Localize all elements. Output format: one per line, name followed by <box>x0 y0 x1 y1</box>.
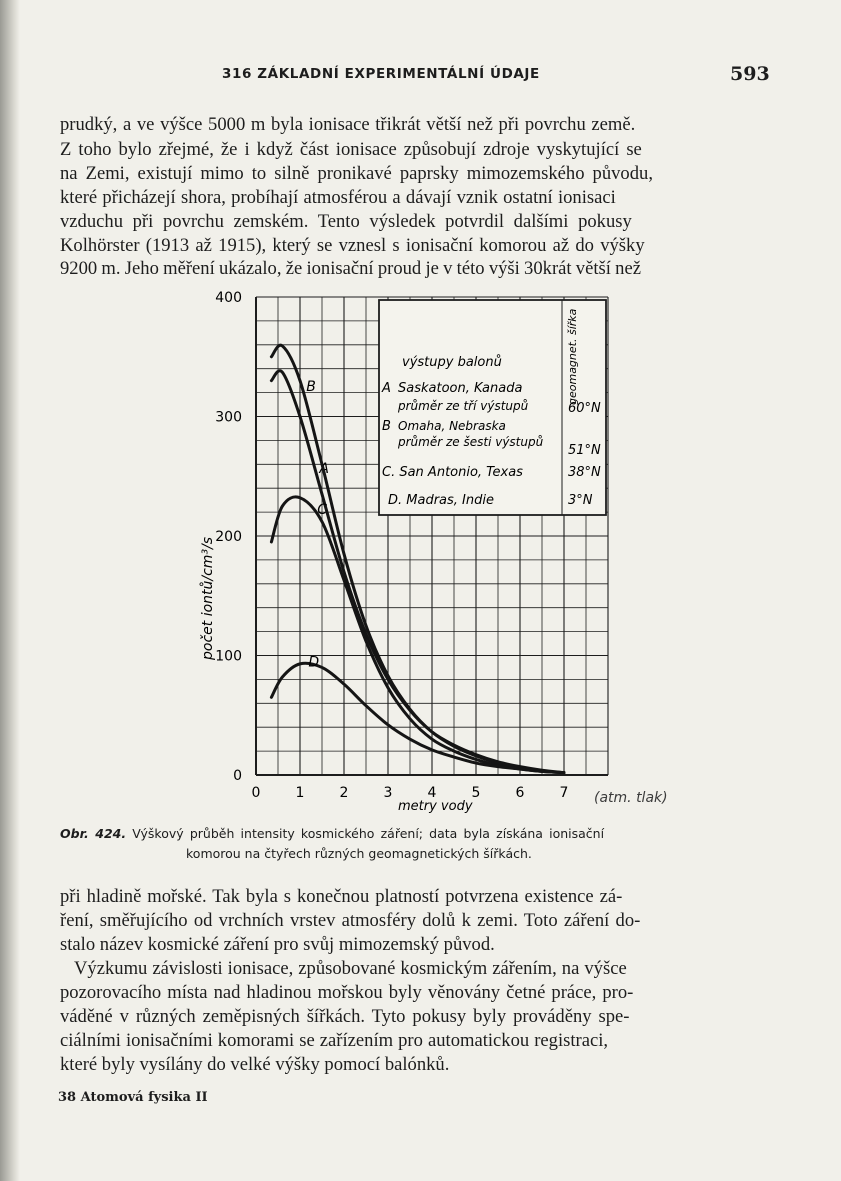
y-axis-ticks <box>215 290 242 784</box>
legend-entry-b-lat: 51°N <box>568 443 601 458</box>
x-tick-label: 2 <box>339 785 349 801</box>
x-tick-label: 6 <box>515 785 525 801</box>
legend-entry-b-sub: průměr ze šesti výstupů <box>398 435 544 449</box>
handwritten-note: (atm. tlak) <box>594 790 668 806</box>
body-line: pozorovacího místa nad hladinou mořskou byly věnovány četné práce, pro- <box>60 982 634 1003</box>
caption-line-2: komorou na čtyřech různých geomagnetických šířkách. <box>186 846 532 861</box>
y-tick-label: 400 <box>215 290 242 306</box>
legend-key-a: A <box>382 381 391 396</box>
legend-entry-b-site: Omaha, Nebraska <box>398 419 506 433</box>
y-tick-label: 0 <box>233 768 242 784</box>
body-line: které byly vysílány do velké výšky pomocí balónků. <box>60 1054 450 1075</box>
legend-column-header: geomagnet. šířka <box>566 308 579 405</box>
legend-entry-c-site: C. San Antonio, Texas <box>382 465 523 480</box>
body-line: prudký, a ve výšce 5000 m byla ionisace třikrát větší než při povrchu země. <box>60 114 636 135</box>
curve-label-c: C <box>317 502 327 519</box>
x-tick-label: 7 <box>559 785 569 801</box>
page-footer: 38 Atomová fysika II <box>58 1090 208 1105</box>
legend-entry-d-lat: 3°N <box>568 493 593 508</box>
legend-entry-d-site: D. Madras, Indie <box>388 493 494 508</box>
x-tick-label: 0 <box>251 785 261 801</box>
curve-label-d: D <box>308 654 320 671</box>
legend-entry-c-lat: 38°N <box>568 465 601 480</box>
body-line: které přicházejí shora, probíhají atmosférou a dávají vznik ostatní ionisaci <box>60 187 616 208</box>
x-tick-label: 5 <box>471 785 481 801</box>
x-tick-label: 4 <box>427 785 437 801</box>
body-line: stalo název kosmické záření pro svůj mimozemský původ. <box>60 934 495 955</box>
page-gutter-shadow <box>0 0 20 1181</box>
y-tick-label: 100 <box>215 648 242 665</box>
legend-title: výstupy balonů <box>402 355 502 370</box>
figure-caption <box>60 826 604 841</box>
curve-label-b: B <box>306 379 316 396</box>
legend-entry-a-lat: 60°N <box>568 401 601 416</box>
y-tick-label: 300 <box>215 409 242 426</box>
legend-key-b: B <box>382 419 391 434</box>
cosmic-ray-chart <box>190 280 668 825</box>
x-axis-label: metry vody <box>398 799 473 814</box>
body-line: při hladině mořské. Tak byla s konečnou platností potvrzena existence zá- <box>60 886 623 907</box>
body-line: 9200 m. Jeho měření ukázalo, že ionisační proud je v této výši 30krát větší než <box>60 258 641 279</box>
x-tick-label: 3 <box>383 785 393 801</box>
page-number: 593 <box>730 63 770 85</box>
running-title: 316 ZÁKLADNÍ EXPERIMENTÁLNÍ ÚDAJE <box>222 66 540 82</box>
curve-label-a: A <box>319 460 329 477</box>
caption-label: Obr. 424. <box>60 826 127 841</box>
body-line: ciálními ionisačními komorami se zařízením pro automatickou registraci, <box>60 1030 609 1051</box>
body-line: na Zemi, existují mimo to silně pronikavé paprsky mimozemského původu, <box>60 163 653 184</box>
body-line: Kolhörster (1913 až 1915), který se vznesl s ionisační komorou až do výšky <box>60 235 645 256</box>
legend-entry-a-sub: průměr ze tří výstupů <box>398 399 529 413</box>
body-line: Z toho bylo zřejmé, že i když část ionisace způsobují zdroje vyskytující se <box>60 139 642 160</box>
body-line: Výzkumu závislosti ionisace, způsobované kosmickým zářením, na výšce <box>74 958 627 979</box>
body-line: váděné v různých zeměpisných šířkách. Tyto pokusy byly prováděny spe- <box>60 1006 630 1027</box>
body-line: ření, směřujícího od vrchních vrstev atmosféry dolů k zemi. Toto záření do- <box>60 910 641 931</box>
x-tick-label: 1 <box>295 785 305 801</box>
y-tick-label: 200 <box>215 529 242 545</box>
body-line: vzduchu při povrchu zemském. Tento výsledek potvrdil dalšími pokusy <box>60 211 632 232</box>
caption-line-1: Výškový průběh intensity kosmického záření; data byla získána ionisační <box>132 826 605 841</box>
legend-entry-a-site: Saskatoon, Kanada <box>398 381 523 396</box>
y-axis-label: počet iontů/cm³/s <box>200 536 216 660</box>
